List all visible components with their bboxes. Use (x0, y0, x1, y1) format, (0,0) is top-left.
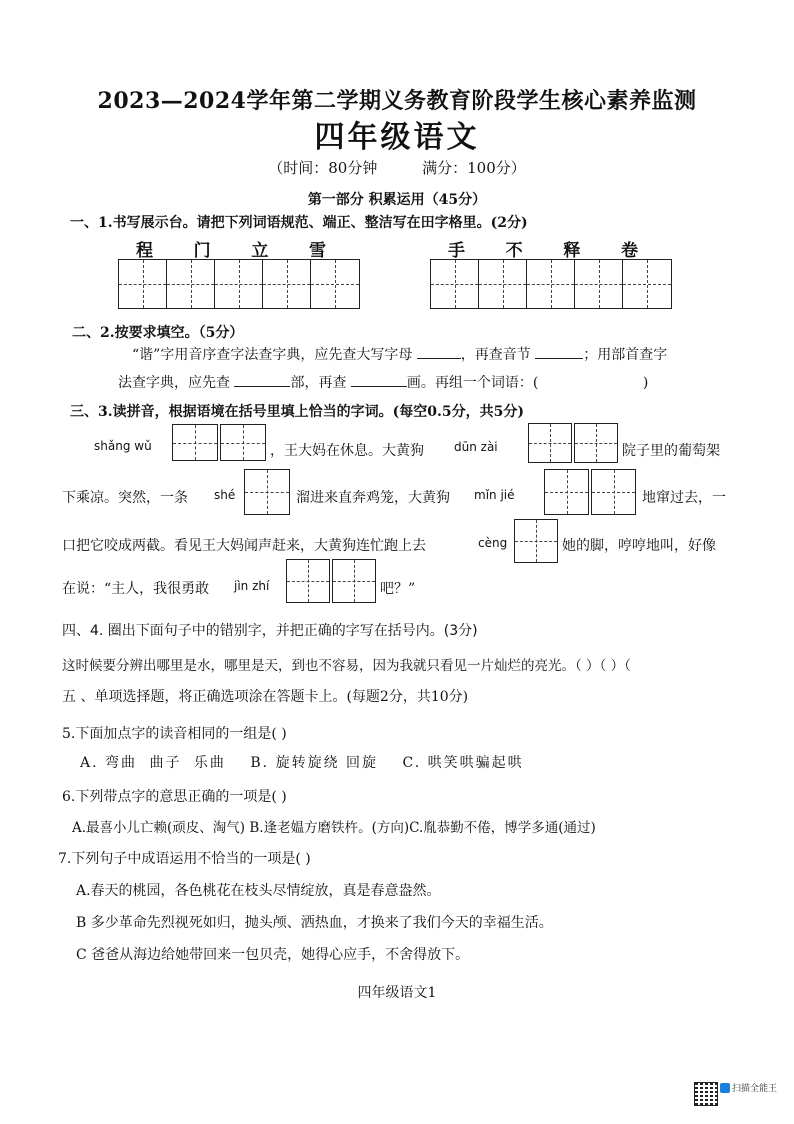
option-label: A. (80, 755, 99, 771)
qr-code-icon (694, 1082, 718, 1106)
q5-c-word-1: 哄笑 (427, 755, 460, 771)
q3-text: 溜进来直奔鸡笼，大黄狗 (296, 490, 450, 506)
q3-answer-box[interactable] (332, 559, 376, 603)
q3-answer-box[interactable] (528, 423, 572, 463)
q3-text: 口把它咬成两截。看见王大妈闻声赶来，大黄狗连忙跑上去 (62, 538, 426, 554)
q1-heading: 一、1.书写展示台。请把下列词语规范、端正、整洁写在田字格里。(2分) (70, 215, 528, 231)
scanner-app-icon (720, 1083, 730, 1093)
q1-word2 (448, 236, 638, 261)
q1-word2-char: 不 (505, 241, 523, 261)
exam-title: 2023—2024学年第二学期义务教育阶段学生核心素养监测 (97, 88, 697, 114)
q7-stem: 7.下列句子中成语运用不恰当的一项是( ) (58, 851, 311, 867)
q1-writing-grid-1[interactable] (118, 259, 360, 309)
answer-blank[interactable] (535, 358, 583, 359)
q5-a-word-3: 乐曲 (193, 755, 226, 771)
q4-heading: 四、4. 圈出下面句子中的错别字，并把正确的字写在括号内。(3分) (62, 623, 478, 639)
q5-b-word-1: 旋转 (275, 755, 308, 771)
q2-line-1 (132, 344, 667, 364)
q2-text: ) (642, 375, 649, 391)
q3-answer-box[interactable] (574, 423, 618, 463)
exam-time: （时间：80分钟 (268, 159, 378, 177)
writing-cell[interactable] (623, 260, 671, 308)
q3-answer-box[interactable] (286, 559, 330, 603)
writing-cell[interactable] (215, 260, 263, 308)
writing-cell[interactable] (527, 260, 575, 308)
q3-text: 在说：“主人，我很勇敢 (62, 581, 210, 597)
option-label: C. (402, 755, 422, 771)
q3-text: 吧？” (380, 581, 416, 597)
q5-c-word-2: 哄骗 (459, 755, 492, 771)
q5-a-word-2: 曲子 (149, 755, 182, 771)
q4-sentence: 这时候要分辨出哪里是水，哪里是天，到也不容易，因为我就只看见一片灿烂的亮光。（ ）（ ）（ (62, 658, 631, 674)
q1-word2-char: 卷 (620, 241, 638, 261)
q5-c-word-3: 起哄 (491, 755, 524, 771)
q5-b-word-3: 回旋 (346, 755, 379, 771)
q3-answer-box[interactable] (544, 469, 589, 515)
q2-line-2 (118, 372, 648, 392)
exam-score: 满分：100分） (422, 159, 526, 177)
q3-text: 地窜过去，一 (642, 490, 726, 506)
q3-answer-box[interactable] (591, 469, 636, 515)
q3-answer-box[interactable] (514, 519, 558, 563)
q7-option-c: C 爸爸从海边给她带回来一包贝壳，她得心应手，不舍得放下。 (76, 947, 470, 963)
writing-cell[interactable] (167, 260, 215, 308)
scanner-watermark (694, 1082, 784, 1110)
pinyin-minjie: mǐn jié (474, 488, 515, 502)
q3-answer-box[interactable] (244, 469, 290, 515)
answer-blank[interactable] (351, 386, 407, 387)
writing-cell[interactable] (479, 260, 527, 308)
pinyin-shangwu: shǎng wǔ (94, 439, 152, 453)
q1-word1-char: 门 (193, 241, 211, 261)
scanner-app-label: 扫描全能王 (732, 1084, 778, 1094)
exam-time-score (0, 157, 794, 178)
part-one-heading: 第一部分 积累运用（45分） (307, 192, 487, 208)
q3-answer-box[interactable] (172, 424, 218, 461)
q2-text: 画。再组一个词语：( (406, 375, 539, 391)
q3-answer-box[interactable] (220, 424, 266, 461)
q3-text: 院子里的葡萄架 (622, 443, 720, 459)
answer-blank[interactable] (234, 386, 290, 387)
q5-options (80, 752, 524, 772)
q6-stem: 6.下列带点字的意思正确的一项是( ) (62, 789, 287, 805)
q7-option-a: A.春天的桃园，各色桃花在枝头尽情绽放，真是春意盎然。 (76, 883, 441, 899)
q7-option-b: B 多少革命先烈视死如归，抛头颅、洒热血，才换来了我们今天的幸福生活。 (76, 915, 553, 931)
q3-text: 下乘凉。突然，一条 (62, 490, 188, 506)
writing-cell[interactable] (431, 260, 479, 308)
writing-cell[interactable] (575, 260, 623, 308)
q1-writing-grid-2[interactable] (430, 259, 672, 309)
q2-text: “谐”字用音序查字法查字典，应先查大写字母 (132, 347, 413, 363)
q5-b-word-2: 旋绕 (307, 755, 340, 771)
q2-text: ；用部首查字 (583, 347, 668, 363)
q5-stem: 5.下面加点字的读音相同的一组是( ) (62, 726, 287, 742)
q5-a-word-1: 弯曲 (105, 755, 138, 771)
section-five-heading: 五 、单项选择题，将正确选项涂在答题卡上。(每题2分，共10分) (62, 689, 469, 705)
writing-cell[interactable] (263, 260, 311, 308)
q3-text: 她的脚，哼哼地叫，好像 (562, 538, 716, 554)
pinyin-jinzhi: jìn zhí (234, 579, 270, 593)
q2-text: 部，再查 (290, 375, 347, 391)
q2-heading: 二、2.按要求填空。（5分） (72, 325, 244, 341)
writing-cell[interactable] (311, 260, 359, 308)
q2-text: 法查字典，应先查 (118, 375, 230, 391)
q1-word2-char: 释 (563, 241, 581, 261)
exam-subject: 四年级语文 (314, 120, 480, 155)
q2-text: ，再查音节 (460, 347, 531, 363)
answer-blank[interactable] (417, 358, 461, 359)
q3-text: ，王大妈在休息。大黄狗 (270, 443, 424, 459)
q1-word1-char: 雪 (308, 241, 326, 261)
pinyin-dunzai: dūn zài (454, 440, 498, 454)
option-label: B. (250, 755, 270, 771)
q1-word1 (136, 236, 326, 261)
page-footer: 四年级语文1 (357, 985, 437, 1001)
q1-word1-char: 立 (251, 241, 269, 261)
q1-word2-char: 手 (448, 241, 465, 261)
writing-cell[interactable] (119, 260, 167, 308)
pinyin-she: shé (214, 488, 236, 502)
q3-heading: 三、3.读拼音，根据语境在括号里填上恰当的字词。(每空0.5分，共5分) (70, 404, 524, 420)
q1-word1-char: 程 (136, 241, 153, 261)
q6-options: A.最喜小儿亡赖(顽皮、淘气) B.逢老媪方磨铁杵。(方向)C.胤恭勤不倦，博学多通(通过) (72, 820, 596, 836)
pinyin-ceng: cèng (478, 536, 508, 550)
